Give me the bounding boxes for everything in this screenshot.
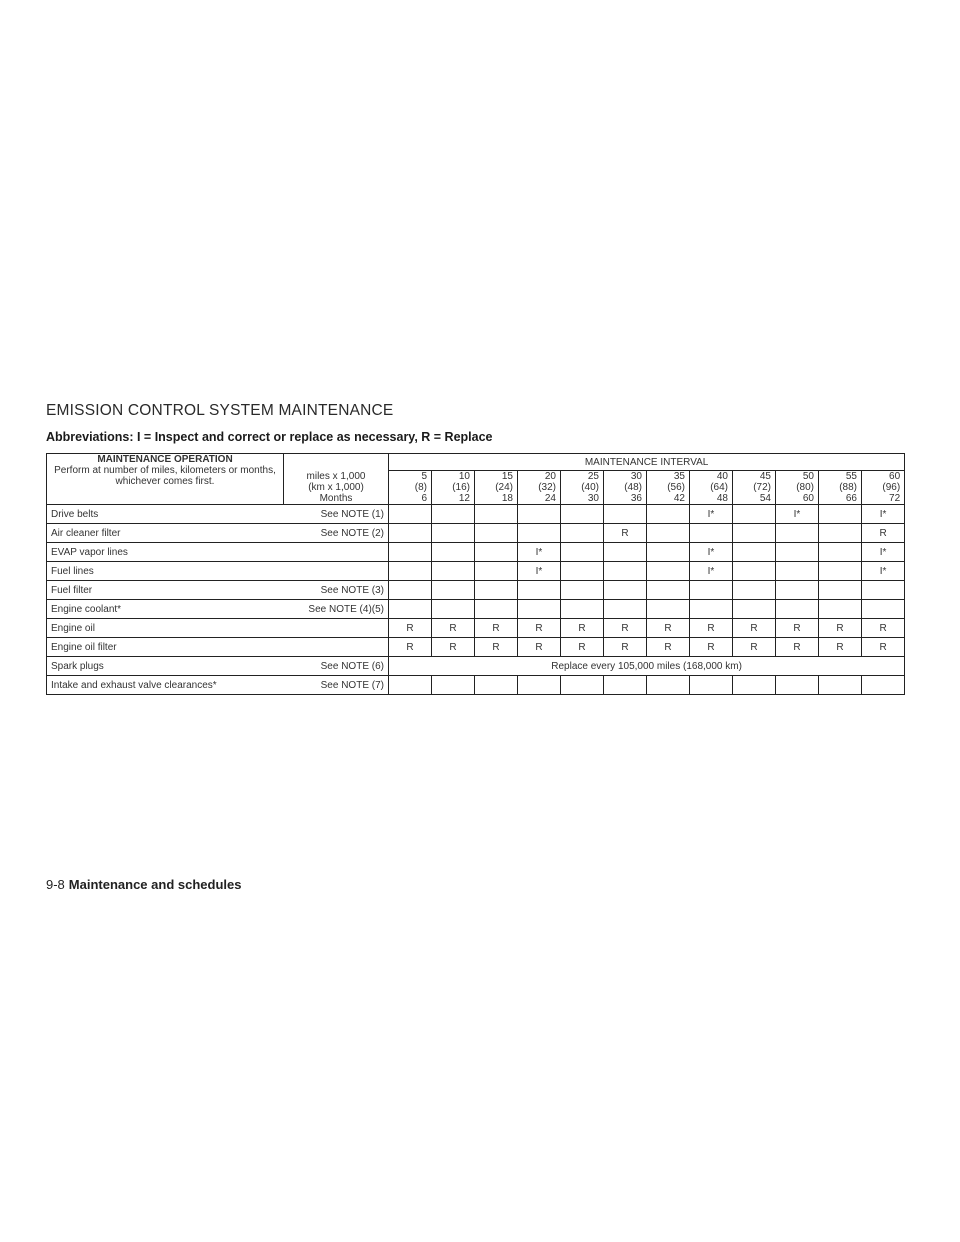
schedule-body [47,505,905,695]
schedule-cell [604,562,647,581]
schedule-cell [475,600,518,619]
interval-km: (8) [414,482,427,493]
schedule-cell [647,543,690,562]
schedule-cell: R [561,619,604,638]
schedule-cell: I* [690,562,733,581]
schedule-cell: R [432,638,475,657]
schedule-cell: R [690,619,733,638]
interval-miles: 15 [501,471,513,482]
operation-note [284,562,389,581]
schedule-cell: R [819,619,862,638]
interval-months: 30 [587,493,599,504]
schedule-cell [776,524,819,543]
interval-column-header [862,471,905,505]
interval-miles: 25 [587,471,599,482]
operation-name: Engine oil [47,619,284,638]
page-footer [46,877,241,892]
schedule-cell [647,676,690,695]
interval-km: (48) [624,482,642,493]
interval-miles: 10 [458,471,470,482]
schedule-cell [733,505,776,524]
schedule-cell [819,581,862,600]
interval-miles: 30 [630,471,642,482]
schedule-cell: R [518,638,561,657]
interval-months: 24 [544,493,556,504]
schedule-cell [733,543,776,562]
schedule-cell [604,581,647,600]
schedule-cell: I* [690,505,733,524]
interval-km: (32) [538,482,556,493]
interval-months: 54 [759,493,771,504]
schedule-cell [776,600,819,619]
table-row [47,562,905,581]
schedule-cell [690,524,733,543]
interval-miles: 60 [889,471,901,482]
schedule-cell: R [475,619,518,638]
operation-name: Intake and exhaust valve clearances* [47,676,284,695]
interval-miles: 45 [759,471,771,482]
schedule-cell [819,600,862,619]
interval-column-header [475,471,518,505]
schedule-cell [862,581,905,600]
schedule-cell [518,676,561,695]
table-row [47,524,905,543]
schedule-cell [432,524,475,543]
interval-miles: 5 [421,471,427,482]
interval-column-header [432,471,475,505]
interval-months: 42 [673,493,685,504]
schedule-cell [475,581,518,600]
schedule-cell: I* [862,562,905,581]
schedule-cell [647,562,690,581]
interval-miles: 50 [802,471,814,482]
table-row [47,543,905,562]
schedule-cell: R [862,524,905,543]
schedule-cell [647,524,690,543]
interval-miles: 20 [544,471,556,482]
schedule-cell [690,581,733,600]
table-row [47,600,905,619]
maintenance-operation-header [47,454,284,505]
schedule-cell: R [389,619,432,638]
operation-note: See NOTE (6) [284,657,389,676]
schedule-cell [389,600,432,619]
schedule-cell [475,524,518,543]
table-row [47,638,905,657]
schedule-cell [776,581,819,600]
table-row [47,657,905,676]
interval-months: 48 [716,493,728,504]
schedule-cell [475,543,518,562]
schedule-cell [733,581,776,600]
schedule-cell [432,600,475,619]
schedule-cell: R [733,619,776,638]
schedule-cell [647,581,690,600]
schedule-cell: R [647,638,690,657]
schedule-cell: R [518,619,561,638]
interval-km: (64) [710,482,728,493]
interval-column-header [561,471,604,505]
maintenance-schedule-table [46,453,905,695]
interval-km: (72) [753,482,771,493]
schedule-cell [389,543,432,562]
schedule-cell [776,676,819,695]
section-title: EMISSION CONTROL SYSTEM MAINTENANCE [46,402,394,419]
schedule-cell [432,581,475,600]
schedule-cell: R [819,638,862,657]
schedule-cell: I* [518,562,561,581]
schedule-cell [733,676,776,695]
interval-km: (56) [667,482,685,493]
interval-months: 36 [630,493,642,504]
schedule-cell: R [432,619,475,638]
schedule-cell [819,524,862,543]
schedule-cell: I* [518,543,561,562]
interval-km: (24) [495,482,513,493]
operation-note [284,638,389,657]
operation-name: Fuel lines [47,562,284,581]
schedule-cell: R [475,638,518,657]
interval-column-header [647,471,690,505]
operation-note: See NOTE (4)(5) [284,600,389,619]
schedule-cell [819,543,862,562]
schedule-cell [819,562,862,581]
schedule-cell: R [733,638,776,657]
interval-months: 66 [845,493,857,504]
operation-name: Engine oil filter [47,638,284,657]
schedule-cell: R [776,619,819,638]
interval-column-header [604,471,647,505]
schedule-cell [432,562,475,581]
interval-months: 60 [802,493,814,504]
schedule-cell [518,505,561,524]
operation-note: See NOTE (3) [284,581,389,600]
table-row [47,505,905,524]
operation-note [284,543,389,562]
operation-name: Engine coolant* [47,600,284,619]
schedule-cell [690,676,733,695]
schedule-cell [432,505,475,524]
units-months: Months [319,493,353,504]
interval-miles: 55 [845,471,857,482]
schedule-cell: I* [690,543,733,562]
table-row [47,581,905,600]
schedule-cell: R [862,638,905,657]
schedule-cell [475,505,518,524]
interval-column-header [690,471,733,505]
interval-column-header [518,471,561,505]
interval-km: (88) [839,482,857,493]
schedule-cell [733,600,776,619]
schedule-cell [733,524,776,543]
schedule-cell [389,562,432,581]
table-row [47,619,905,638]
page-number: 9-8 [46,877,65,892]
schedule-cell [690,600,733,619]
interval-km: (80) [796,482,814,493]
units-miles: miles x 1,000 [306,471,366,482]
interval-units-header [284,454,389,505]
schedule-cell [561,543,604,562]
operation-name: Drive belts [47,505,284,524]
operation-name: Air cleaner filter [47,524,284,543]
operation-note [284,619,389,638]
operation-name: Spark plugs [47,657,284,676]
schedule-cell [561,524,604,543]
schedule-cell [518,524,561,543]
schedule-cell [647,505,690,524]
interval-miles: 35 [673,471,685,482]
interval-column-header [776,471,819,505]
maintenance-operation-title: MAINTENANCE OPERATION [97,454,233,465]
schedule-cell: R [604,638,647,657]
units-km: (km x 1,000) [308,482,364,493]
schedule-cell [604,600,647,619]
schedule-cell [389,581,432,600]
interval-km: (16) [452,482,470,493]
schedule-cell: R [690,638,733,657]
schedule-cell: I* [862,543,905,562]
schedule-cell [432,676,475,695]
schedule-cell [647,600,690,619]
schedule-cell [604,543,647,562]
abbreviations-legend: Abbreviations: I = Inspect and correct or replace as necessary, R = Replace [46,430,493,444]
interval-column-header [389,471,432,505]
schedule-cell: R [389,638,432,657]
schedule-cell: I* [862,505,905,524]
schedule-cell: R [647,619,690,638]
interval-km: (96) [882,482,901,493]
interval-column-header [733,471,776,505]
schedule-cell [776,543,819,562]
schedule-cell [389,524,432,543]
schedule-cell: R [604,619,647,638]
schedule-cell [389,505,432,524]
schedule-cell: R [776,638,819,657]
schedule-cell [389,676,432,695]
schedule-cell [819,676,862,695]
interval-months: 12 [458,493,470,504]
schedule-cell [862,600,905,619]
schedule-cell: I* [776,505,819,524]
schedule-cell [733,562,776,581]
schedule-cell [561,562,604,581]
operation-note: See NOTE (7) [284,676,389,695]
table-row [47,676,905,695]
schedule-cell [561,676,604,695]
maintenance-interval-header: MAINTENANCE INTERVAL [389,454,905,471]
schedule-cell: R [561,638,604,657]
interval-km: (40) [581,482,599,493]
schedule-cell [432,543,475,562]
interval-miles: 40 [716,471,728,482]
schedule-cell [518,600,561,619]
schedule-cell [862,676,905,695]
interval-months: 6 [421,493,427,504]
interval-months: 72 [889,493,901,504]
schedule-cell [475,676,518,695]
schedule-cell [561,581,604,600]
operation-note: See NOTE (2) [284,524,389,543]
operation-note: See NOTE (1) [284,505,389,524]
replacement-interval-note: Replace every 105,000 miles (168,000 km) [389,657,905,676]
maintenance-operation-description: Perform at number of miles, kilometers or months, whichever comes first. [54,465,276,487]
schedule-cell [604,505,647,524]
schedule-cell [604,676,647,695]
operation-name: Fuel filter [47,581,284,600]
schedule-cell: R [862,619,905,638]
schedule-cell [819,505,862,524]
schedule-cell [776,562,819,581]
chapter-title: Maintenance and schedules [68,877,242,892]
schedule-cell [561,600,604,619]
schedule-cell [518,581,561,600]
schedule-cell: R [604,524,647,543]
schedule-cell [561,505,604,524]
operation-name: EVAP vapor lines [47,543,284,562]
interval-months: 18 [501,493,513,504]
interval-column-header [819,471,862,505]
schedule-cell [475,562,518,581]
